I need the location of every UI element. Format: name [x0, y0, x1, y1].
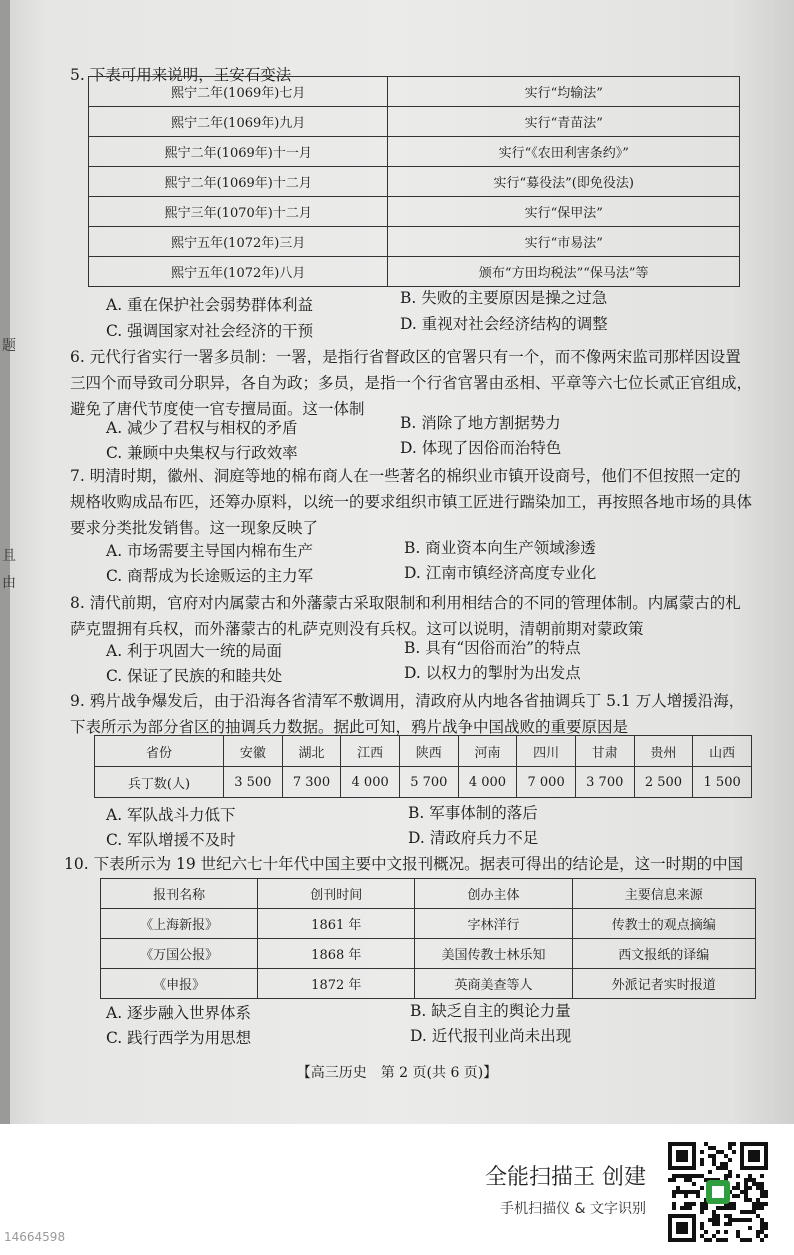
question-9-table — [94, 735, 752, 798]
measure-cell: 实行“募役法”(即免役法) — [388, 167, 740, 197]
question-5-stem: 5. 下表可用来说明，王安石变法 — [70, 66, 292, 84]
measure-cell: 实行“市易法” — [388, 227, 740, 257]
province-cell: 山西 — [693, 736, 752, 767]
table-cell: 《上海新报》 — [101, 909, 258, 939]
option-a[interactable]: A. 市场需要主导国内棉布生产 — [106, 542, 314, 560]
row-label-cell: 兵丁数(人) — [95, 767, 224, 798]
province-cell: 河南 — [458, 736, 517, 767]
table-row — [89, 257, 740, 287]
edge-char: 题 — [2, 338, 16, 354]
option-a[interactable]: A. 减少了君权与相权的矛盾 — [106, 419, 298, 437]
measure-cell: 颁布“方田均税法”“保马法”等 — [388, 257, 740, 287]
table-row — [101, 939, 756, 969]
table-row — [101, 969, 756, 999]
header-cell: 创刊时间 — [258, 879, 415, 909]
option-d[interactable]: D. 以权力的掣肘为出发点 — [404, 664, 581, 682]
soldier-count-cell: 7 300 — [282, 767, 341, 798]
header-cell: 创办主体 — [415, 879, 572, 909]
question-8-stem: 8. 清代前期，官府对内属蒙古和外藩蒙古采取限制和利用相结合的不同的管理体制。内属蒙古的札萨克盟拥有兵权，而外藩蒙古的札萨克则没有兵权。这可以说明，清朝前期对蒙政策 — [70, 594, 741, 638]
header-cell: 报刊名称 — [101, 879, 258, 909]
soldier-count-cell: 3 500 — [224, 767, 283, 798]
measure-cell: 实行“均输法” — [388, 77, 740, 107]
scanner-brand: 全能扫描王 创建 — [485, 1165, 646, 1190]
province-cell: 甘肃 — [575, 736, 634, 767]
table-cell: 1872 年 — [258, 969, 415, 999]
table-cell: 美国传教士林乐知 — [415, 939, 572, 969]
province-cell: 湖北 — [282, 736, 341, 767]
table-header-row — [101, 879, 756, 909]
option-d[interactable]: D. 体现了因俗而治特色 — [400, 439, 562, 457]
question-10-stem: 10. 下表所示为 19 世纪六七十年代中国主要中文报刊概况。据表可得出的结论是，这一时期的中国 — [64, 855, 744, 873]
option-a[interactable]: A. 利于巩固大一统的局面 — [106, 642, 283, 660]
measure-cell: 实行“保甲法” — [388, 197, 740, 227]
edge-char: 由 — [2, 575, 16, 591]
question-9-stem: 9. 鸦片战争爆发后，由于沿海各省清军不敷调用，清政府从内地各省抽调兵丁 5.1 万人增援沿海，下表所示为部分省区的抽调兵力数据。据此可知，鸦片战争中国战败的重要原因是 — [70, 692, 745, 736]
scan-id: 14664598 — [4, 1230, 66, 1244]
table-header-row — [95, 736, 752, 767]
date-cell: 熙宁二年(1069年)七月 — [89, 77, 388, 107]
province-cell: 贵州 — [634, 736, 693, 767]
table-cell: 西文报纸的译编 — [572, 939, 755, 969]
date-cell: 熙宁二年(1069年)十二月 — [89, 167, 388, 197]
table-cell: 1861 年 — [258, 909, 415, 939]
page-footer: 【高三历史 第 2 页(共 6 页)】 — [296, 1065, 498, 1081]
soldier-count-cell: 4 000 — [458, 767, 517, 798]
table-cell: 字林洋行 — [415, 909, 572, 939]
option-c[interactable]: C. 军队增援不及时 — [106, 831, 236, 849]
question-10-table — [100, 878, 756, 999]
option-b[interactable]: B. 消除了地方割据势力 — [400, 414, 561, 432]
table-row — [89, 227, 740, 257]
table-cell: 传教士的观点摘编 — [572, 909, 755, 939]
option-a[interactable]: A. 重在保护社会弱势群体利益 — [106, 296, 314, 314]
table-row — [89, 137, 740, 167]
date-cell: 熙宁五年(1072年)八月 — [89, 257, 388, 287]
province-cell: 四川 — [517, 736, 576, 767]
date-cell: 熙宁二年(1069年)九月 — [89, 107, 388, 137]
question-7-stem: 7. 明清时期，徽州、洞庭等地的棉布商人在一些著名的棉织业市镇开设商号，他们不但按照一定的规格收购成品布匹，还筹办原料，以统一的要求组织市镇工匠进行踹染加工，再按照各地市场的具体要求分类批发销售。这一现象反映了 — [70, 467, 753, 537]
option-a[interactable]: A. 逐步融入世界体系 — [106, 1004, 252, 1022]
table-cell: 《万国公报》 — [101, 939, 258, 969]
option-b[interactable]: B. 缺乏自主的舆论力量 — [410, 1002, 571, 1020]
option-c[interactable]: C. 践行西学为用思想 — [106, 1029, 252, 1047]
province-cell: 安徽 — [224, 736, 283, 767]
table-row — [89, 77, 740, 107]
date-cell: 熙宁二年(1069年)十一月 — [89, 137, 388, 167]
table-row — [101, 909, 756, 939]
date-cell: 熙宁五年(1072年)三月 — [89, 227, 388, 257]
date-cell: 熙宁三年(1070年)十二月 — [89, 197, 388, 227]
province-cell: 江西 — [341, 736, 400, 767]
measure-cell: 实行“青苗法” — [388, 107, 740, 137]
option-c[interactable]: C. 强调国家对社会经济的干预 — [106, 322, 314, 340]
soldier-count-cell: 5 700 — [399, 767, 458, 798]
edge-char: 且 — [2, 548, 16, 564]
scanner-slogan: 手机扫描仪 & 文字识别 — [500, 1201, 646, 1217]
option-c[interactable]: C. 商帮成为长途贩运的主力军 — [106, 567, 314, 585]
header-cell: 主要信息来源 — [572, 879, 755, 909]
soldier-count-cell: 7 000 — [517, 767, 576, 798]
soldier-count-cell: 2 500 — [634, 767, 693, 798]
table-row — [89, 107, 740, 137]
row-header-cell: 省份 — [95, 736, 224, 767]
question-5-table — [88, 76, 740, 287]
option-c[interactable]: C. 兼顾中央集权与行政效率 — [106, 444, 298, 462]
option-a[interactable]: A. 军队战斗力低下 — [106, 806, 236, 824]
table-row — [89, 197, 740, 227]
table-cell: 外派记者实时报道 — [572, 969, 755, 999]
option-d[interactable]: D. 清政府兵力不足 — [408, 829, 539, 847]
table-row — [95, 767, 752, 798]
soldier-count-cell: 1 500 — [693, 767, 752, 798]
table-row — [89, 167, 740, 197]
option-b[interactable]: B. 失败的主要原因是操之过急 — [400, 289, 608, 307]
soldier-count-cell: 4 000 — [341, 767, 400, 798]
option-d[interactable]: D. 近代报刊业尚未出现 — [410, 1027, 572, 1045]
option-c[interactable]: C. 保证了民族的和睦共处 — [106, 667, 283, 685]
measure-cell: 实行“《农田利害条约》” — [388, 137, 740, 167]
table-cell: 1868 年 — [258, 939, 415, 969]
table-cell: 英商美查等人 — [415, 969, 572, 999]
option-b[interactable]: B. 军事体制的落后 — [408, 804, 538, 822]
option-d[interactable]: D. 重视对社会经济结构的调整 — [400, 315, 608, 333]
qr-code-icon — [668, 1142, 768, 1242]
question-6-stem: 6. 元代行省实行一署多员制：一署，是指行省督政区的官署只有一个，而不像两宋监司那样因设置三四个而导致司分职异，各自为政；多员，是指一个行省官署由丞相、平章等六七位长贰正官组成，避免了唐代节度使一官专擅局面。这一体制 — [70, 348, 753, 418]
option-d[interactable]: D. 江南市镇经济高度专业化 — [404, 564, 597, 582]
option-b[interactable]: B. 商业资本向生产领域渗透 — [404, 539, 596, 557]
option-b[interactable]: B. 具有“因俗而治”的特点 — [404, 639, 581, 657]
province-cell: 陕西 — [399, 736, 458, 767]
soldier-count-cell: 3 700 — [575, 767, 634, 798]
table-cell: 《申报》 — [101, 969, 258, 999]
